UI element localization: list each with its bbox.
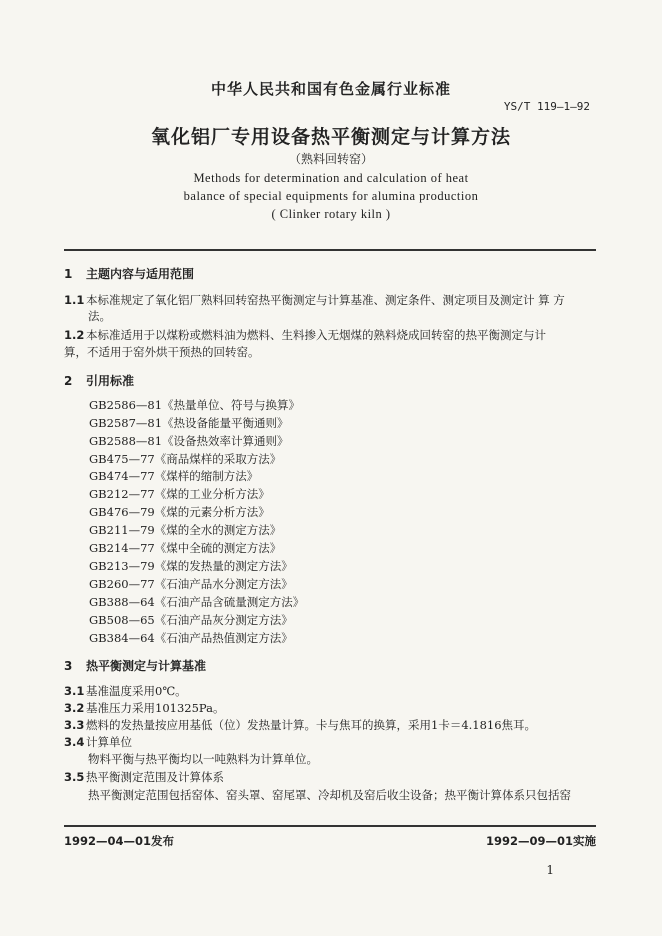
reference-item: GB508—65《石油产品灰分测定方法》 [89,613,293,627]
section-heading [64,657,206,674]
reference-item: GB476—79《煤的元素分析方法》 [89,505,270,519]
clause-number: 3.2 [64,701,85,715]
section-heading [64,372,134,389]
clause-text: 热平衡测定范围及计算体系 [86,770,224,784]
paragraph-line [64,292,565,308]
publish-date: 1992—04—01发布 [64,834,175,848]
reference-item: GB212—77《煤的工业分析方法》 [89,487,270,501]
paragraph-line: 算，不适用于窑外烘干预热的回转窑。 [64,345,260,359]
reference-item: GB211—79《煤的全水的测定方法》 [89,523,282,537]
clause-line: 物料平衡与热平衡均以一吨熟料为计算单位。 [88,752,318,766]
section-number: 2 [64,374,73,388]
reference-item: GB388—64《石油产品含硫量测定方法》 [89,595,305,609]
document-title: 氧化铝厂专用设备热平衡测定与计算方法 [150,126,511,148]
section-title: 引用标准 [86,374,135,388]
standard-code: YS/T 119—1—92 [503,100,590,113]
reference-item: GB384—64《石油产品热值测定方法》 [89,631,293,645]
clause-number: 3.5 [64,770,85,784]
paragraph-line: 法。 [88,309,111,323]
clause-number: 3.1 [64,684,85,698]
clause-text: 基准温度采用0℃。 [86,684,187,698]
clause-line [64,717,536,733]
footer-divider [64,825,596,827]
reference-item: GB2587—81《热设备能量平衡通则》 [89,416,289,430]
reference-item: GB260—77《石油产品水分测定方法》 [89,577,293,591]
clause-text: 本标准适用于以煤粉或燃料油为燃料、生料掺入无烟煤的熟料烧成回转窑的热平衡测定与计 [86,328,546,342]
clause-line [64,734,132,750]
english-title-line: balance of special equipments for alumina production [183,189,479,203]
clause-number: 3.4 [64,735,85,749]
section-title: 热平衡测定与计算基准 [86,659,207,673]
reference-item: GB475—77《商品煤样的采取方法》 [89,452,282,466]
clause-text: 计算单位 [86,735,132,749]
standard-organization: 中华人民共和国有色金属行业标准 [210,80,451,98]
section-number: 3 [64,659,73,673]
clause-line [64,700,224,716]
clause-text: 本标准规定了氧化铝厂熟料回转窑热平衡测定与计算基准、测定条件、测定项目及测定计 算 方 [86,293,565,307]
reference-item: GB2586—81《热量单位、符号与换算》 [89,398,301,412]
implement-date: 1992—09—01实施 [485,834,596,848]
document-subtitle: （熟料回转窑） [288,152,373,166]
page-number: 1 [546,863,554,877]
clause-line: 热平衡测定范围包括窑体、窑头罩、窑尾罩、冷却机及窑后收尘设备；热平衡计算体系只包括窑 [88,788,571,802]
header-divider [64,249,596,251]
reference-item: GB474—77《煤样的缩制方法》 [89,469,259,483]
reference-item: GB2588—81《设备热效率计算通则》 [89,434,289,448]
reference-item: GB214—77《煤中全硫的测定方法》 [89,541,282,555]
clause-number: 1.2 [64,328,85,342]
clause-line [64,683,187,699]
clause-line [64,769,224,785]
english-title-line: ( Clinker rotary kiln ) [271,207,391,221]
paragraph-line [64,327,546,343]
english-title-line: Methods for determination and calculation of heat [193,171,469,185]
clause-number: 1.1 [64,293,85,307]
clause-text: 基准压力采用101325Pa。 [86,701,225,715]
section-heading [64,265,194,282]
clause-text: 燃料的发热量按应用基低（位）发热量计算。卡与焦耳的换算，采用1卡＝4.1816焦耳。 [86,718,537,732]
clause-number: 3.3 [64,718,85,732]
reference-item: GB213—79《煤的发热量的测定方法》 [89,559,293,573]
section-number: 1 [64,267,73,281]
section-title: 主题内容与适用范围 [86,267,195,281]
